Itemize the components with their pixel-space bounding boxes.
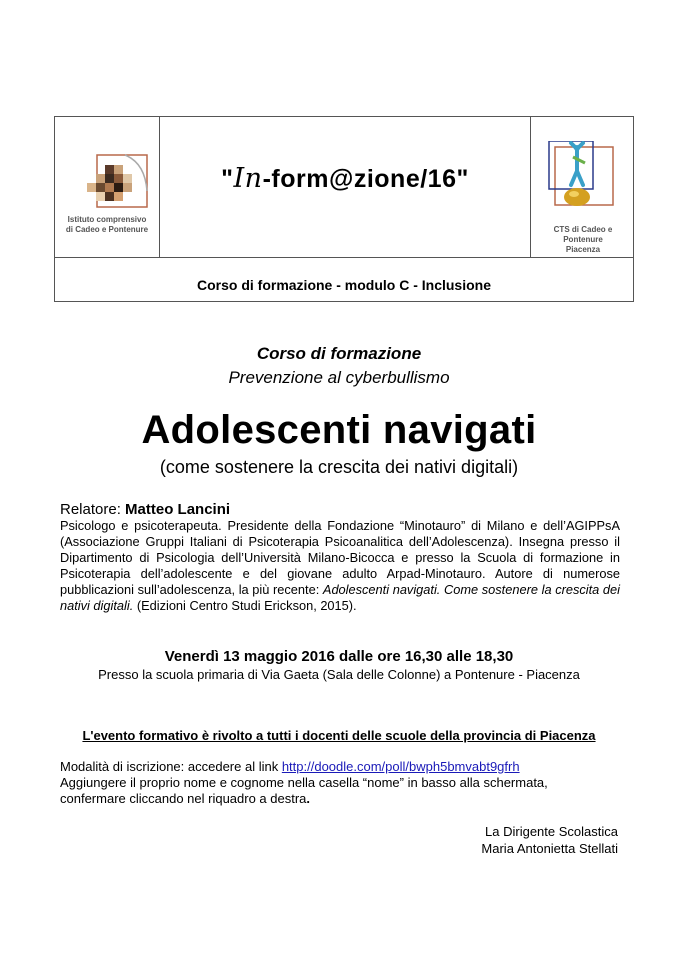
page-title: Adolescenti navigati	[141, 408, 537, 452]
signature	[481, 823, 618, 857]
title-quote-close: "	[456, 165, 469, 193]
speaker-bio	[60, 518, 620, 615]
title-quote-open: "	[221, 165, 234, 193]
signature-role: La Dirigente Scolastica	[485, 824, 618, 839]
cts-caption-line: Pontenure	[563, 235, 603, 244]
registration-line: Aggiungere il proprio nome e cognome nella casella “nome” in basso alla schermata,	[60, 775, 548, 790]
speaker-name: Matteo Lancini	[125, 501, 231, 518]
school-logo-icon	[79, 151, 155, 213]
title-rest: -form@zione/16	[262, 165, 457, 193]
event-audience: L'evento formativo è rivolto a tutti i docenti delle scuole della provincia di Piacenza	[82, 728, 596, 743]
event-place: Presso la scuola primaria di Via Gaeta (Sala delle Colonne) a Pontenure - Piacenza	[98, 667, 580, 682]
course-label: Corso di formazione	[256, 344, 422, 363]
bio-publisher: (Edizioni Centro Studi Erickson, 2015).	[133, 598, 357, 614]
header-title	[159, 163, 531, 194]
course-topic: Prevenzione al cyberbullismo	[228, 368, 450, 387]
cts-logo-icon	[547, 141, 619, 211]
page-subtitle: (come sostenere la crescita dei nativi digitali)	[159, 457, 519, 477]
registration-info	[60, 759, 620, 807]
header-table	[54, 116, 634, 302]
registration-line	[60, 791, 620, 807]
school-caption	[55, 215, 159, 235]
cts-caption-line: CTS di Cadeo e	[553, 225, 613, 234]
signature-name: Maria Antonietta Stellati	[481, 841, 618, 856]
cts-caption-line: Piacenza	[565, 245, 601, 254]
registration-period: .	[306, 791, 311, 806]
doodle-link[interactable]: http://doodle.com/poll/bwph5bmvabt9gfrh	[281, 759, 520, 774]
header-divider-horizontal	[55, 257, 633, 258]
registration-prefix: Modalità di iscrizione: accedere al link	[60, 759, 282, 774]
cts-caption	[531, 225, 635, 255]
school-caption-line: Istituto comprensivo	[67, 215, 147, 224]
registration-line3: confermare cliccando nel riquadro a destra	[60, 791, 307, 806]
school-caption-line: di Cadeo e Pontenure	[65, 225, 149, 234]
bio-text: Psicologo e psicoterapeuta. Presidente della Fondazione “Minotauro” di Milano e dell’AGIPPsA (Associazione Gruppi Italiani di Psicoterapia Psicoanalitica dell’Adolescenza). Insegna presso il Dipartimento di Psicologia dell’Università Milano-Bicocca e presso la Scuola di formazione in Psicoterapia dell’adolescente e del giovane adulto Arpad-Minotauro. Autore di numerose pubblicazioni sull’adolescenza, la più recente:	[60, 518, 620, 598]
event-date: Venerdì 13 maggio 2016 dalle ore 16,30 alle 18,30	[164, 648, 514, 665]
header-subtitle: Corso di formazione - modulo C - Inclusione	[196, 277, 491, 293]
speaker-heading	[60, 501, 230, 518]
speaker-prefix: Relatore:	[60, 501, 126, 518]
registration-line	[60, 759, 620, 775]
title-in: In	[233, 163, 263, 194]
bio-book-title: Adolescenti navigati. Come sostenere la crescita dei nativi digitali.	[60, 582, 620, 614]
